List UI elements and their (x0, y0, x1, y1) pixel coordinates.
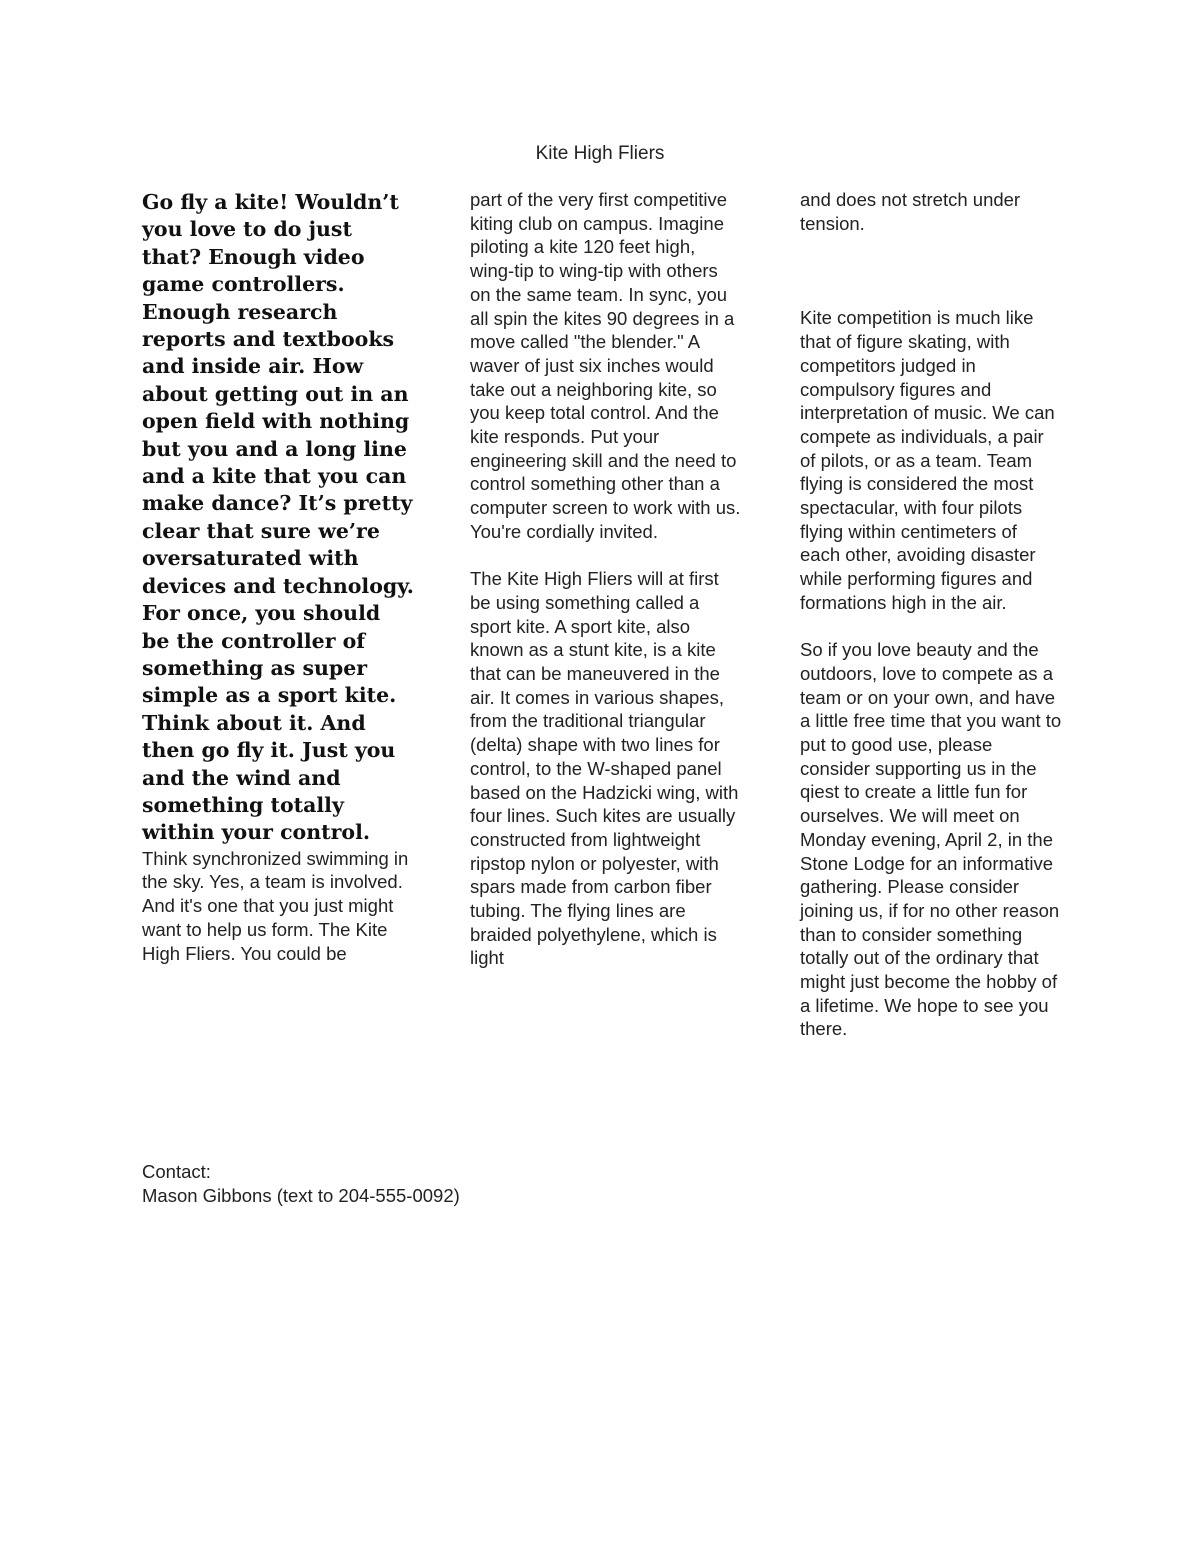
document-title: Kite High Fliers (535, 143, 665, 164)
contact-block (142, 1160, 460, 1208)
column-right (800, 188, 1062, 1041)
body-paragraph: part of the very first competitive kiting club on campus. Imagine piloting a kite 120 feet high, wing-tip to wing-tip with others on the same team. In sync, you all spin the kites 90 degrees in a move called "the blender." A waver of just six inches would take out a neighboring kite, so you keep total control. And the kite responds. Put your engineering skill and the need to control something other than a computer screen to work with us. You're cordially invited. (470, 189, 741, 542)
contact-label: Contact: (142, 1161, 211, 1182)
body-paragraph: and does not stretch under tension. (800, 189, 1021, 234)
body-paragraph: The Kite High Fliers will at first be using something called a sport kite. A sport kite, also known as a stunt kite, is a kite that can be maneuvered in the air. It comes in various shapes, from the traditional triangular (delta) shape with two lines for control, to the W-shaped panel based on the Hadzicki wing, with four lines. Such kites are usually constructed from lightweight ripstop nylon or polyester, with spars made from carbon fiber tubing. The flying lines are braided polyethylene, which is light (470, 568, 739, 969)
column-middle (470, 188, 742, 970)
column-left (142, 189, 414, 965)
body-paragraph: Kite competition is much like that of figure skating, with competitors judged in compulsory figures and interpretation of music. We can compete as individuals, a pair of pilots, or as a team. Team flying is considered the most spectacular, with four pilots flying within centimeters of each other, avoiding disaster while performing figures and formations high in the air. (800, 307, 1055, 613)
lead-paragraph: Go fly a kite! Wouldn’t you love to do just that? Enough video game controllers. Enough research reports and textbooks and inside air. How about getting out in an open field with nothing but you and a long line and a kite that you can make dance? It’s pretty clear that sure we’re oversaturated with devices and technology. For once, you should be the controller of something as super simple as a sport kite. Think about it. And then go fly it. Just you and the wind and something totally within your control. (142, 190, 414, 845)
contact-line: Mason Gibbons (text to 204-555-0092) (142, 1185, 460, 1206)
body-paragraph: So if you love beauty and the outdoors, love to compete as a team or on your own, and have a little free time that you want to put to good use, please consider supporting us in the qiest to create a little fun for ourselves. We will meet on Monday evening, April 2, in the Stone Lodge for an informative gathering. Please consider joining us, if for no other reason than to consider something totally out of the ordinary that might just become the hobby of a lifetime. We hope to see you there. (800, 639, 1062, 1040)
body-paragraph: Think synchronized swimming in the sky. Yes, a team is involved. And it's one that you just might want to help us form. The Kite High Fliers. You could be (142, 847, 409, 964)
